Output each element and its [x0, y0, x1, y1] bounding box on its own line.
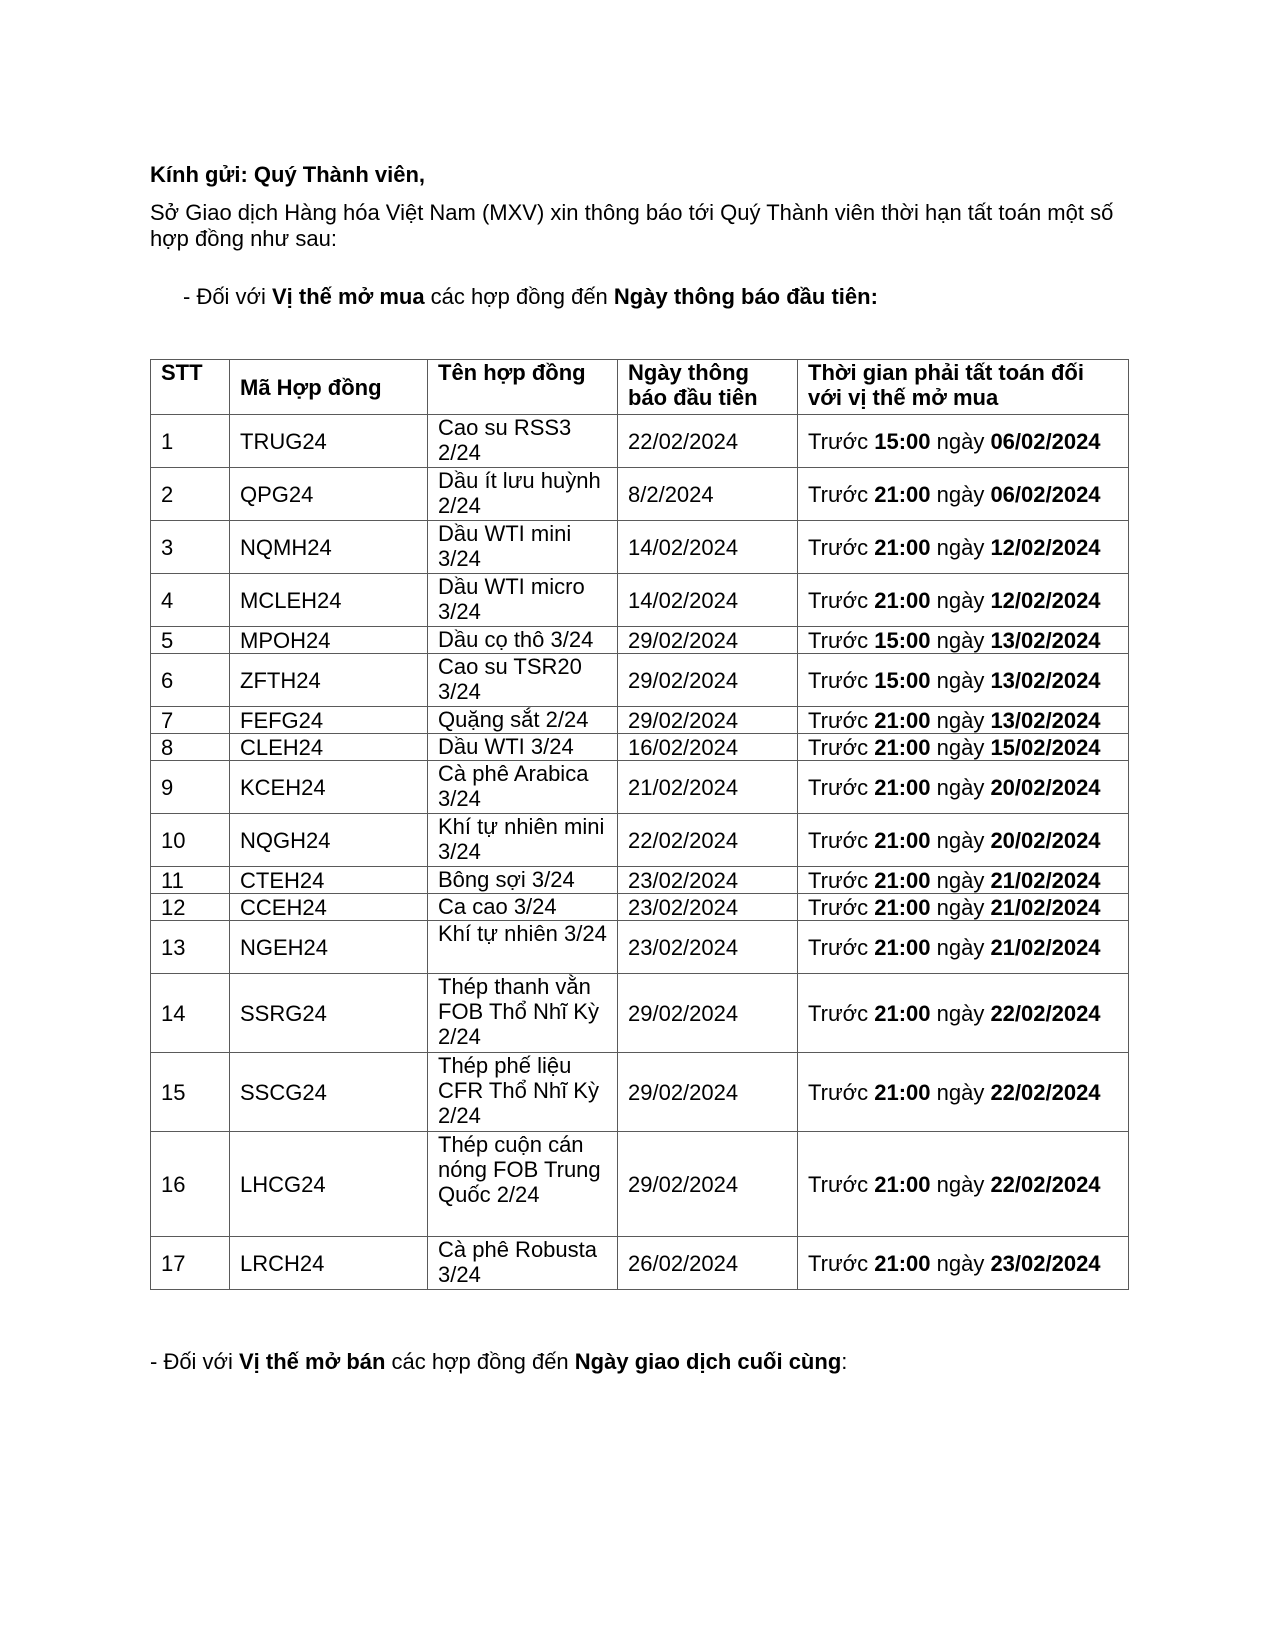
- deadline-date: 20/02/2024: [990, 827, 1101, 853]
- deadline-middle: ngày: [930, 1079, 991, 1105]
- cell-first-notice-date: 29/02/2024: [618, 1053, 798, 1132]
- table-row: [151, 894, 1129, 921]
- deadline-date: 22/02/2024: [990, 1171, 1101, 1197]
- section-prefix: - Đối với: [150, 1349, 239, 1374]
- table-body: [151, 415, 1129, 1290]
- deadline-prefix: Trước: [808, 867, 875, 893]
- cell-contract-name: Dầu ít lưu huỳnh 2/24: [428, 468, 618, 521]
- cell-stt: 8: [151, 734, 230, 761]
- cell-settlement-deadline: [798, 521, 1129, 574]
- deadline-date: 21/02/2024: [990, 867, 1101, 893]
- cell-contract-code: SSRG24: [230, 974, 428, 1053]
- cell-contract-code: NQGH24: [230, 814, 428, 867]
- table-row: [151, 468, 1129, 521]
- cell-contract-name: Dầu cọ thô 3/24: [428, 627, 618, 654]
- cell-first-notice-date: 29/02/2024: [618, 1132, 798, 1237]
- cell-contract-code: LHCG24: [230, 1132, 428, 1237]
- cell-settlement-deadline: [798, 761, 1129, 814]
- table-row: [151, 814, 1129, 867]
- deadline-middle: ngày: [930, 934, 991, 960]
- cell-first-notice-date: 23/02/2024: [618, 867, 798, 894]
- cell-stt: 17: [151, 1237, 230, 1290]
- cell-first-notice-date: 22/02/2024: [618, 814, 798, 867]
- table-header-row: [151, 360, 1129, 415]
- cell-first-notice-date: 14/02/2024: [618, 521, 798, 574]
- deadline-prefix: Trước: [808, 1171, 875, 1197]
- cell-contract-code: KCEH24: [230, 761, 428, 814]
- table-row: [151, 574, 1129, 627]
- cell-contract-name: Khí tự nhiên 3/24: [428, 921, 618, 974]
- cell-contract-code: NQMH24: [230, 521, 428, 574]
- cell-first-notice-date: 29/02/2024: [618, 627, 798, 654]
- cell-contract-name: Cao su RSS3 2/24: [428, 415, 618, 468]
- deadline-middle: ngày: [930, 1000, 991, 1026]
- cell-contract-name: Ca cao 3/24: [428, 894, 618, 921]
- table-row: [151, 761, 1129, 814]
- deadline-time: 21:00: [874, 707, 931, 733]
- deadline-date: 20/02/2024: [990, 774, 1101, 800]
- table-row: [151, 974, 1129, 1053]
- deadline-middle: ngày: [930, 587, 991, 613]
- deadline-time: 21:00: [874, 1250, 931, 1276]
- cell-stt: 1: [151, 415, 230, 468]
- deadline-date: 13/02/2024: [990, 707, 1101, 733]
- cell-first-notice-date: 23/02/2024: [618, 921, 798, 974]
- cell-stt: 12: [151, 894, 230, 921]
- cell-first-notice-date: 29/02/2024: [618, 707, 798, 734]
- cell-contract-code: LRCH24: [230, 1237, 428, 1290]
- deadline-middle: ngày: [930, 481, 991, 507]
- header-settlement-deadline: Thời gian phải tất toán đối với vị thế mở mua: [798, 360, 1129, 415]
- header-contract-name: Tên hợp đồng: [428, 360, 618, 415]
- table-row: [151, 734, 1129, 761]
- cell-contract-code: NGEH24: [230, 921, 428, 974]
- deadline-middle: ngày: [930, 667, 991, 693]
- table-row: [151, 521, 1129, 574]
- cell-contract-name: Dầu WTI 3/24: [428, 734, 618, 761]
- table-row: [151, 921, 1129, 974]
- cell-first-notice-date: 22/02/2024: [618, 415, 798, 468]
- cell-contract-code: FEFG24: [230, 707, 428, 734]
- cell-stt: 10: [151, 814, 230, 867]
- deadline-date: 06/02/2024: [990, 428, 1101, 454]
- intro-paragraph: Sở Giao dịch Hàng hóa Việt Nam (MXV) xin thông báo tới Quý Thành viên thời hạn tất toán một số hợp đồng như sau:: [150, 200, 1114, 251]
- deadline-date: 22/02/2024: [990, 1000, 1101, 1026]
- table-row: [151, 654, 1129, 707]
- deadline-prefix: Trước: [808, 481, 875, 507]
- deadline-date: 06/02/2024: [990, 481, 1101, 507]
- deadline-middle: ngày: [930, 894, 991, 920]
- cell-settlement-deadline: [798, 974, 1129, 1053]
- cell-stt: 5: [151, 627, 230, 654]
- deadline-time: 21:00: [874, 827, 931, 853]
- deadline-prefix: Trước: [808, 667, 875, 693]
- cell-contract-name: Cao su TSR20 3/24: [428, 654, 618, 707]
- deadline-prefix: Trước: [808, 428, 875, 454]
- header-first-notice-date: Ngày thông báo đầu tiên: [618, 360, 798, 415]
- deadline-time: 21:00: [874, 1171, 931, 1197]
- cell-contract-name: Cà phê Robusta 3/24: [428, 1237, 618, 1290]
- table-row: [151, 415, 1129, 468]
- cell-contract-code: CLEH24: [230, 734, 428, 761]
- deadline-middle: ngày: [930, 1250, 991, 1276]
- cell-contract-name: Quặng sắt 2/24: [428, 707, 618, 734]
- cell-first-notice-date: 29/02/2024: [618, 974, 798, 1053]
- deadline-middle: ngày: [930, 867, 991, 893]
- deadline-middle: ngày: [930, 734, 991, 760]
- section-middle: các hợp đồng đến: [424, 284, 614, 309]
- cell-first-notice-date: 29/02/2024: [618, 654, 798, 707]
- deadline-prefix: Trước: [808, 1000, 875, 1026]
- cell-first-notice-date: 26/02/2024: [618, 1237, 798, 1290]
- deadline-time: 21:00: [874, 774, 931, 800]
- deadline-date: 13/02/2024: [990, 627, 1101, 653]
- deadline-prefix: Trước: [808, 627, 875, 653]
- deadline-time: 21:00: [874, 534, 931, 560]
- cell-contract-name: Thép phế liệu CFR Thổ Nhĩ Kỳ 2/24: [428, 1053, 618, 1132]
- deadline-middle: ngày: [930, 627, 991, 653]
- cell-stt: 3: [151, 521, 230, 574]
- cell-settlement-deadline: [798, 1132, 1129, 1237]
- cell-settlement-deadline: [798, 654, 1129, 707]
- cell-contract-name: Thép thanh vằn FOB Thổ Nhĩ Kỳ 2/24: [428, 974, 618, 1053]
- table-row: [151, 1237, 1129, 1290]
- deadline-time: 15:00: [874, 667, 931, 693]
- cell-stt: 2: [151, 468, 230, 521]
- deadline-time: 21:00: [874, 934, 931, 960]
- deadline-middle: ngày: [930, 774, 991, 800]
- section-suffix: :: [841, 1349, 848, 1374]
- cell-contract-name: Thép cuộn cán nóng FOB Trung Quốc 2/24: [428, 1132, 618, 1237]
- deadline-time: 15:00: [874, 627, 931, 653]
- cell-contract-code: ZFTH24: [230, 654, 428, 707]
- cell-contract-name: Bông sợi 3/24: [428, 867, 618, 894]
- deadline-date: 12/02/2024: [990, 587, 1101, 613]
- section-open-sell-heading: [150, 1349, 847, 1374]
- cell-contract-code: QPG24: [230, 468, 428, 521]
- deadline-prefix: Trước: [808, 894, 875, 920]
- section-prefix: - Đối với: [183, 284, 272, 309]
- cell-contract-name: Dầu WTI mini 3/24: [428, 521, 618, 574]
- cell-settlement-deadline: [798, 921, 1129, 974]
- section-bold-term: Vị thế mở bán: [239, 1349, 386, 1374]
- table-row: [151, 867, 1129, 894]
- cell-contract-code: CTEH24: [230, 867, 428, 894]
- cell-first-notice-date: 21/02/2024: [618, 761, 798, 814]
- header-contract-code: Mã Hợp đồng: [230, 360, 428, 415]
- cell-stt: 7: [151, 707, 230, 734]
- deadline-time: 21:00: [874, 1000, 931, 1026]
- deadline-time: 21:00: [874, 481, 931, 507]
- cell-stt: 11: [151, 867, 230, 894]
- section-bold-term: Vị thế mở mua: [272, 284, 425, 309]
- deadline-middle: ngày: [930, 707, 991, 733]
- contracts-table: [150, 359, 1129, 1290]
- deadline-prefix: Trước: [808, 1250, 875, 1276]
- salutation: Kính gửi: Quý Thành viên,: [150, 162, 426, 187]
- cell-stt: 16: [151, 1132, 230, 1237]
- cell-contract-code: MCLEH24: [230, 574, 428, 627]
- cell-contract-name: Dầu WTI micro 3/24: [428, 574, 618, 627]
- cell-settlement-deadline: [798, 415, 1129, 468]
- deadline-time: 21:00: [874, 1079, 931, 1105]
- cell-contract-name: Cà phê Arabica 3/24: [428, 761, 618, 814]
- cell-settlement-deadline: [798, 734, 1129, 761]
- deadline-date: 21/02/2024: [990, 934, 1101, 960]
- deadline-date: 15/02/2024: [990, 734, 1101, 760]
- cell-contract-name: Khí tự nhiên mini 3/24: [428, 814, 618, 867]
- cell-contract-code: SSCG24: [230, 1053, 428, 1132]
- cell-stt: 9: [151, 761, 230, 814]
- cell-settlement-deadline: [798, 1237, 1129, 1290]
- cell-first-notice-date: 8/2/2024: [618, 468, 798, 521]
- deadline-time: 21:00: [874, 587, 931, 613]
- deadline-prefix: Trước: [808, 734, 875, 760]
- deadline-prefix: Trước: [808, 587, 875, 613]
- deadline-date: 22/02/2024: [990, 1079, 1101, 1105]
- cell-settlement-deadline: [798, 627, 1129, 654]
- cell-first-notice-date: 23/02/2024: [618, 894, 798, 921]
- deadline-time: 21:00: [874, 867, 931, 893]
- deadline-middle: ngày: [930, 827, 991, 853]
- table-row: [151, 1132, 1129, 1237]
- section-open-buy-heading: [183, 284, 878, 309]
- cell-stt: 14: [151, 974, 230, 1053]
- deadline-date: 21/02/2024: [990, 894, 1101, 920]
- cell-stt: 15: [151, 1053, 230, 1132]
- table-row: [151, 627, 1129, 654]
- deadline-prefix: Trước: [808, 934, 875, 960]
- deadline-prefix: Trước: [808, 707, 875, 733]
- deadline-date: 12/02/2024: [990, 534, 1101, 560]
- section-middle: các hợp đồng đến: [385, 1349, 575, 1374]
- cell-stt: 13: [151, 921, 230, 974]
- deadline-prefix: Trước: [808, 534, 875, 560]
- cell-settlement-deadline: [798, 1053, 1129, 1132]
- cell-contract-code: MPOH24: [230, 627, 428, 654]
- cell-first-notice-date: 16/02/2024: [618, 734, 798, 761]
- deadline-date: 23/02/2024: [990, 1250, 1101, 1276]
- deadline-time: 21:00: [874, 734, 931, 760]
- deadline-middle: ngày: [930, 428, 991, 454]
- section-bold-term: Ngày giao dịch cuối cùng: [574, 1349, 842, 1374]
- deadline-prefix: Trước: [808, 1079, 875, 1105]
- cell-settlement-deadline: [798, 894, 1129, 921]
- deadline-prefix: Trước: [808, 827, 875, 853]
- table-row: [151, 1053, 1129, 1132]
- deadline-middle: ngày: [930, 1171, 991, 1197]
- cell-settlement-deadline: [798, 468, 1129, 521]
- deadline-time: 15:00: [874, 428, 931, 454]
- cell-contract-code: TRUG24: [230, 415, 428, 468]
- cell-settlement-deadline: [798, 707, 1129, 734]
- header-stt: STT: [151, 360, 230, 415]
- deadline-time: 21:00: [874, 894, 931, 920]
- cell-settlement-deadline: [798, 867, 1129, 894]
- section-bold-term: Ngày thông báo đầu tiên:: [613, 284, 878, 309]
- deadline-prefix: Trước: [808, 774, 875, 800]
- deadline-middle: ngày: [930, 534, 991, 560]
- cell-stt: 4: [151, 574, 230, 627]
- cell-contract-code: CCEH24: [230, 894, 428, 921]
- cell-stt: 6: [151, 654, 230, 707]
- cell-first-notice-date: 14/02/2024: [618, 574, 798, 627]
- cell-settlement-deadline: [798, 814, 1129, 867]
- deadline-date: 13/02/2024: [990, 667, 1101, 693]
- cell-settlement-deadline: [798, 574, 1129, 627]
- table-row: [151, 707, 1129, 734]
